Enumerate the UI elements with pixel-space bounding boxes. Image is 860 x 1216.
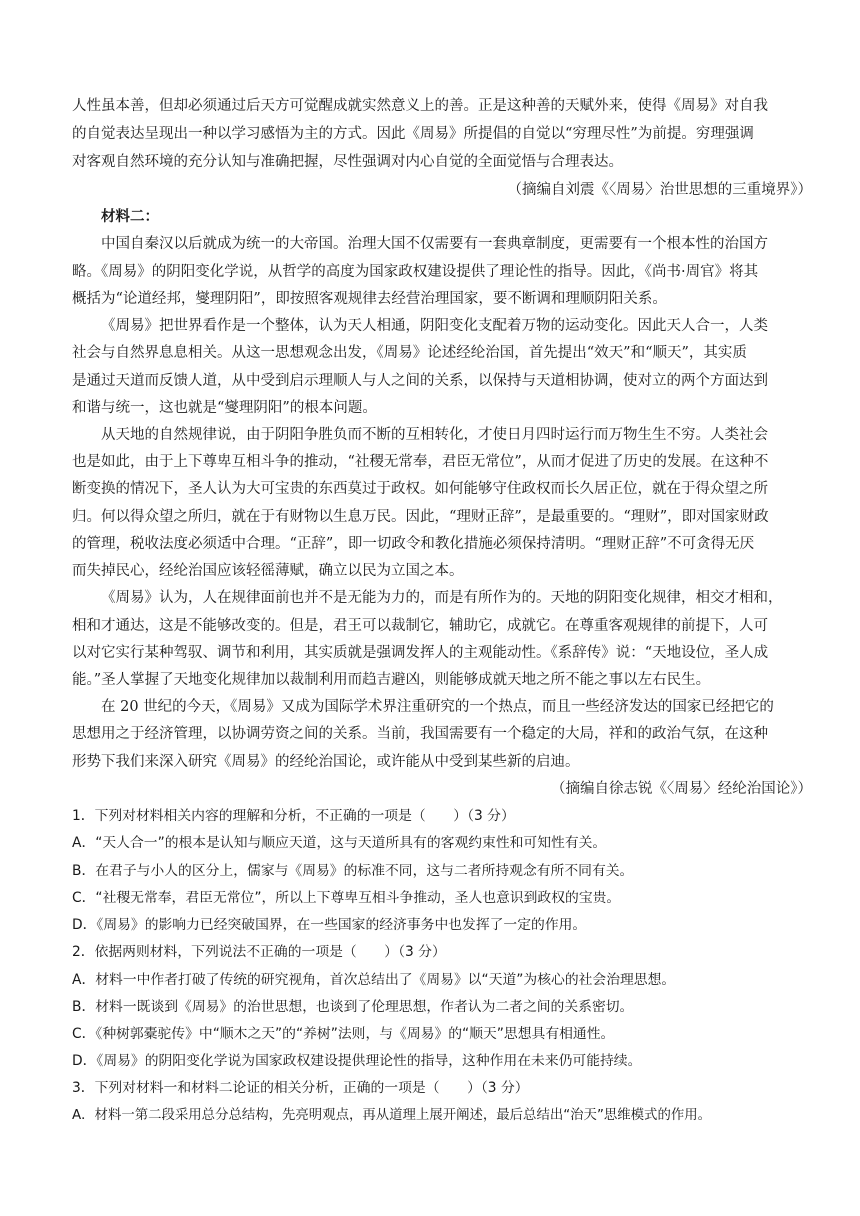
paragraph-line: 《周易》把世界看作是一个整体，认为天人相通，阴阳变化支配着万物的运动变化。因此天人合一，人类 (101, 318, 768, 334)
option-line: D．《周易》的阴阳变化学说为国家政权建设提供理论性的指导，这种作用在未来仍可能持续。 (72, 1053, 642, 1069)
paragraph-line: 概括为“论道经邦，燮理阴阳”，即按照客观规律去经营治理国家，要不断调和理顺阴阳关系。 (72, 291, 667, 307)
paragraph-line: 而失掉民心，经纶治国应该轻徭薄赋，确立以民为立国之本。 (72, 563, 464, 579)
paragraph-line: 能。”圣人掌握了天地变化规律加以裁制利用而趋吉避凶，则能够成就天地之所不能之事以左右民生。 (72, 672, 711, 688)
paragraph-line: 《周易》认为，人在规律面前也并不是无能为力的，而是有所作为的。天地的阴阳变化规律，相交才相和， (101, 590, 783, 606)
paragraph-line: 形势下我们来深入研究《周易》的经纶治国论，或许能从中受到某些新的启迪。 (72, 754, 580, 770)
paragraph-line: 相和才通达，这是不能够改变的。但是，君王可以裁制它，辅助它，成就它。在尊重客观规律的前提下，人可 (72, 618, 768, 634)
option-line: A．材料一第二段采用总分总结构，先亮明观点，再从道理上展开阐述，最后总结出“治天”思维模式的作用。 (72, 1108, 711, 1123)
paragraph-line: 以对它实行某种驾驭、调节和利用，其实质就是强调发挥人的主观能动性。《系辞传》说：“天地设位，圣人成 (72, 645, 769, 661)
paragraph-line: 社会与自然界息息相关。从这一思想观念出发，《周易》论述经纶治国，首先提出“效天”和“顺天”，其实质 (72, 345, 747, 361)
option-line: C．“社稷无常奉，君臣无常位”，所以上下尊卑互相斗争推动，圣人也意识到政权的宝贵。 (72, 890, 621, 906)
paragraph-line: 归。何以得众望之所归，就在于有财物以生息万民。因此，“理财正辞”，是最重要的。“理财”，即对国家财政 (72, 509, 769, 525)
paragraph-line: 中国自秦汉以后就成为统一的大帝国。治理大国不仅需要有一套典章制度，更需要有一个根本性的治国方 (101, 236, 768, 252)
question-stem: 2．依据两则材料，下列说法不正确的一项是（ ）（3 分） (72, 944, 446, 960)
paragraph-line: 从天地的自然规律说，由于阴阳争胜负而不断的互相转化，才使日月四时运行而万物生生不穷。人类社会 (101, 427, 768, 443)
paragraph-line: 略。《周易》的阴阳变化学说，从哲学的高度为国家政权建设提供了理论性的指导。因此，《尚书·周官》将其 (72, 264, 759, 280)
question-stem: 1．下列对材料相关内容的理解和分析，不正确的一项是（ ）（3 分） (72, 808, 515, 824)
option-line: D．《周易》的影响力已经突破国界，在一些国家的经济事务中也发挥了一定的作用。 (72, 917, 587, 933)
option-line: B．在君子与小人的区分上，儒家与《周易》的标准不同，这与二者所持观念有所不同有关。 (72, 863, 634, 879)
paragraph-line: 在 20 世纪的今天，《周易》又成为国际学术界注重研究的一个热点，而且一些经济发达的国家已经把它的 (101, 699, 774, 715)
paragraph-line: 和谐与统一，这也就是“燮理阴阳”的根本问题。 (72, 400, 377, 416)
option-line: B．材料一既谈到《周易》的治世思想，也谈到了伦理思想，作者认为二者之间的关系密切。 (72, 999, 634, 1015)
paragraph-line: 也是如此，由于上下尊卑互相斗争的推动，“社稷无常奉，君臣无常位”，从而才促进了历史的发展。在这种不 (72, 454, 769, 470)
option-line: C．《种树郭橐驼传》中“顺木之天”的“养树”法则，与《周易》的“顺天”思想具有相通性。 (72, 1026, 615, 1042)
paragraph-line: 是通过天道而反馈人道，从中受到启示理顺人与人之间的关系，以保持与天道相协调，使对立的两个方面达到 (72, 373, 768, 389)
paragraph-line: 断变换的情况下，圣人认为大可宝贵的东西莫过于政权。如何能够守住政权而长久居正位，就在于得众望之所 (72, 481, 768, 497)
paragraph-line: 的管理，税收法度必须适中合理。“正辞”，即一切政令和教化措施必须保持清明。“理财正辞”不可贪得无厌 (72, 536, 755, 552)
option-line: A．“天人合一”的根本是认知与顺应天道，这与天道所具有的客观约束性和可知性有关。 (72, 835, 607, 851)
paragraph-line: 思想用之于经济管理，以协调劳资之间的关系。当前，我国需要有一个稳定的大局，祥和的政治气氛，在这种 (72, 726, 768, 742)
material1-source: （摘编自刘震《〈周易〉治世思想的三重境界》） (507, 182, 812, 198)
question-stem: 3．下列对材料一和材料二论证的相关分析，正确的一项是（ ）（3 分） (72, 1080, 529, 1096)
material1-line: 的自觉表达呈现出一种以学习感悟为主的方式。因此《周易》所提倡的自觉以“穷理尽性”为前提。穷理强调 (72, 126, 754, 142)
material2-source: （摘编自徐志锐《〈周易〉经纶治国论》） (551, 781, 812, 797)
material1-line: 人性虽本善，但却必须通过后天方可觉醒成就实然意义上的善。正是这种善的天赋外来，使得《周易》对自我 (72, 98, 768, 114)
material1-line: 对客观自然环境的充分认知与准确把握，尽性强调对内心自觉的全面觉悟与合理表达。 (72, 154, 623, 170)
option-line: A．材料一中作者打破了传统的研究视角，首次总结出了《周易》以“天道”为核心的社会治理思想。 (72, 972, 676, 988)
material2-heading: 材料二： (101, 208, 159, 225)
